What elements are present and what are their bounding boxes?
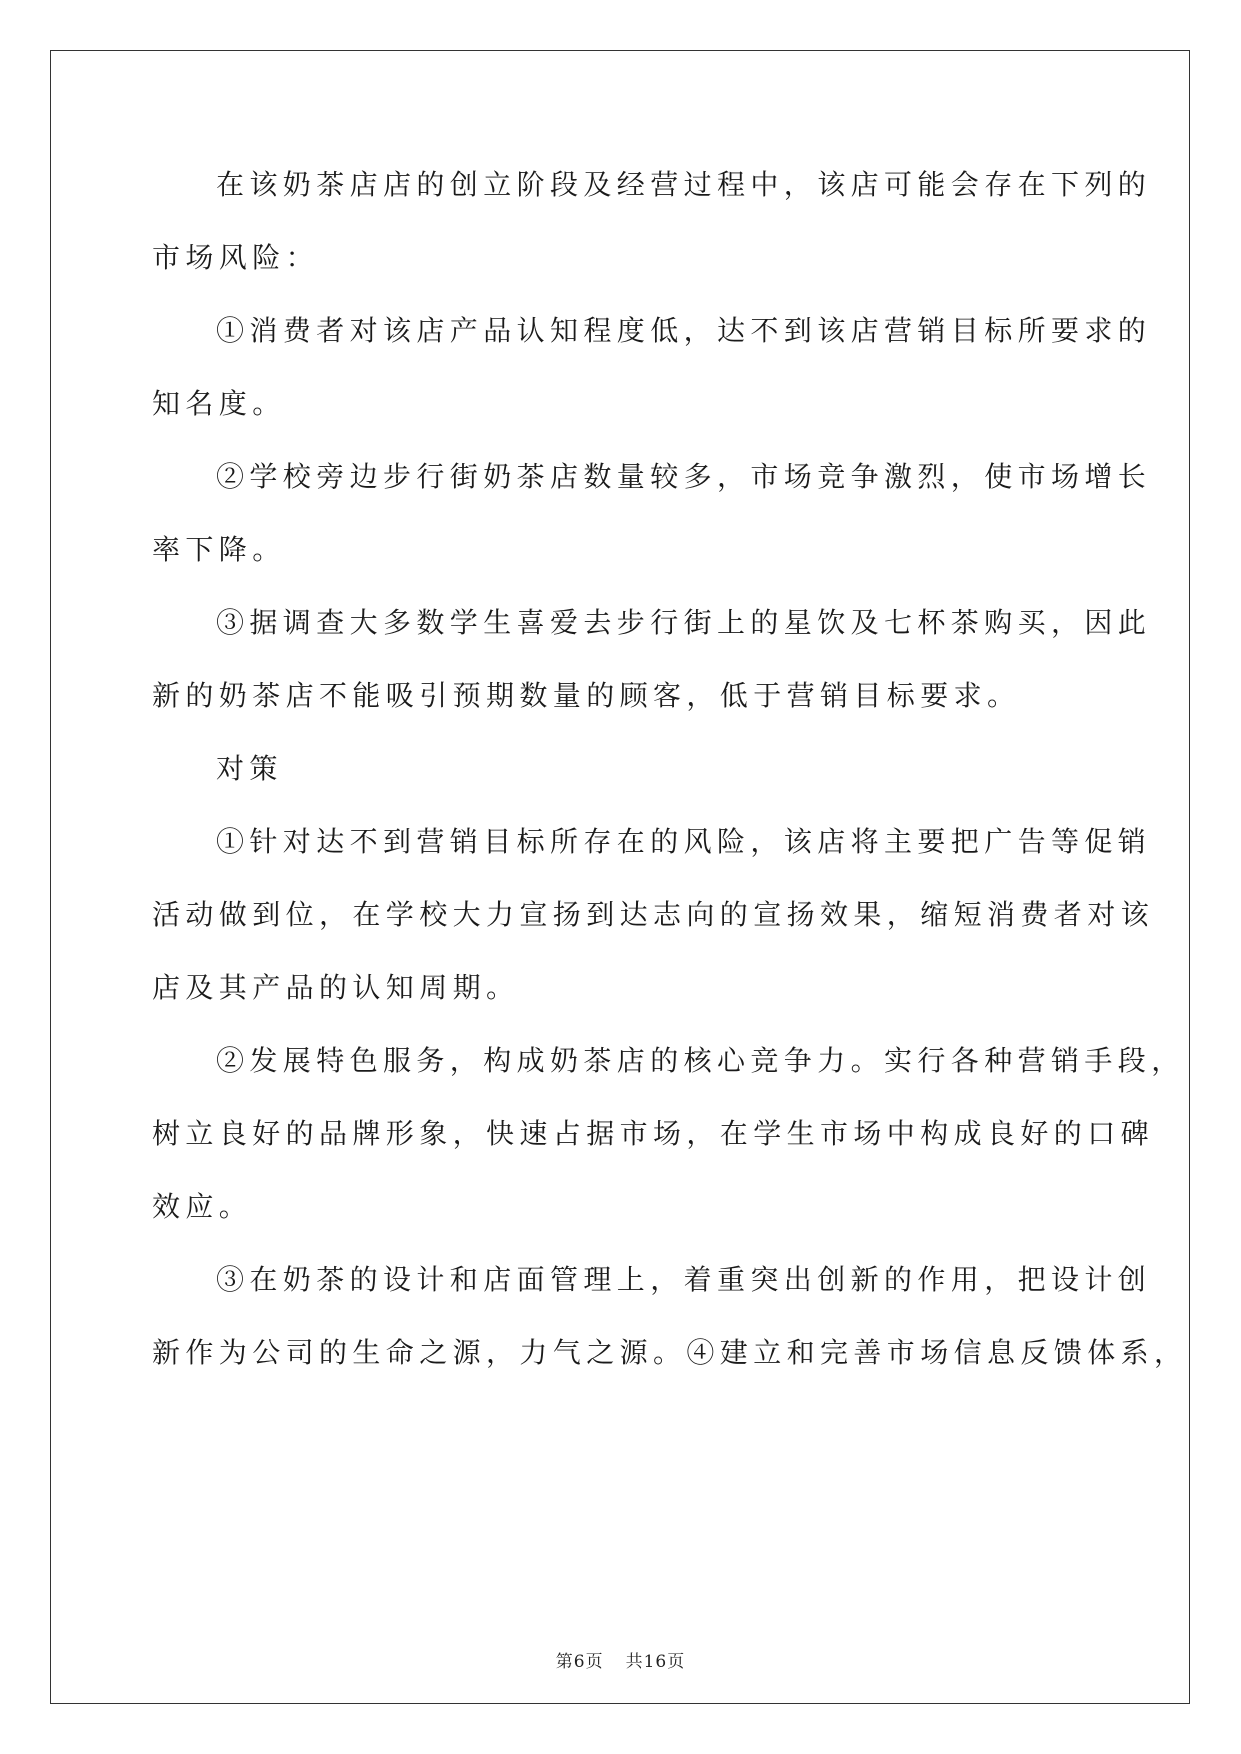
text-line: ②学校旁边步行街奶茶店数量较多，市场竞争激烈，使市场增长 [216, 460, 1152, 493]
page-footer [0, 1647, 1241, 1672]
text-line: 在该奶茶店店的创立阶段及经营过程中，该店可能会存在下列的 [216, 168, 1152, 201]
text-line: 知名度。 [152, 387, 286, 420]
text-line: 树立良好的品牌形象，快速占据市场，在学生市场中构成良好的口碑 [152, 1117, 1155, 1150]
page-number: 第6页 [555, 1652, 604, 1672]
page-border [50, 50, 1190, 1704]
section-heading: 对策 [216, 752, 283, 785]
text-line: 率下降。 [152, 533, 286, 566]
text-line: ③据调查大多数学生喜爱去步行街上的星饮及七杯茶购买，因此 [216, 606, 1152, 639]
text-line: 新的奶茶店不能吸引预期数量的顾客，低于营销目标要求。 [152, 679, 1021, 712]
text-line: 新作为公司的生命之源，力气之源。④建立和完善市场信息反馈体系， [152, 1336, 1188, 1369]
text-line: 市场风险： [152, 241, 320, 274]
page-total: 共16页 [625, 1652, 686, 1672]
text-line: ②发展特色服务，构成奶茶店的核心竞争力。实行各种营销手段， [216, 1044, 1185, 1077]
text-line: ①消费者对该店产品认知程度低，达不到该店营销目标所要求的 [216, 314, 1152, 347]
text-line: ①针对达不到营销目标所存在的风险，该店将主要把广告等促销 [216, 825, 1152, 858]
text-line: 效应。 [152, 1190, 253, 1223]
text-line: 店及其产品的认知周期。 [152, 971, 520, 1004]
text-line: 活动做到位，在学校大力宣扬到达志向的宣扬效果，缩短消费者对该 [152, 898, 1155, 931]
text-line: ③在奶茶的设计和店面管理上，着重突出创新的作用，把设计创 [216, 1263, 1152, 1296]
